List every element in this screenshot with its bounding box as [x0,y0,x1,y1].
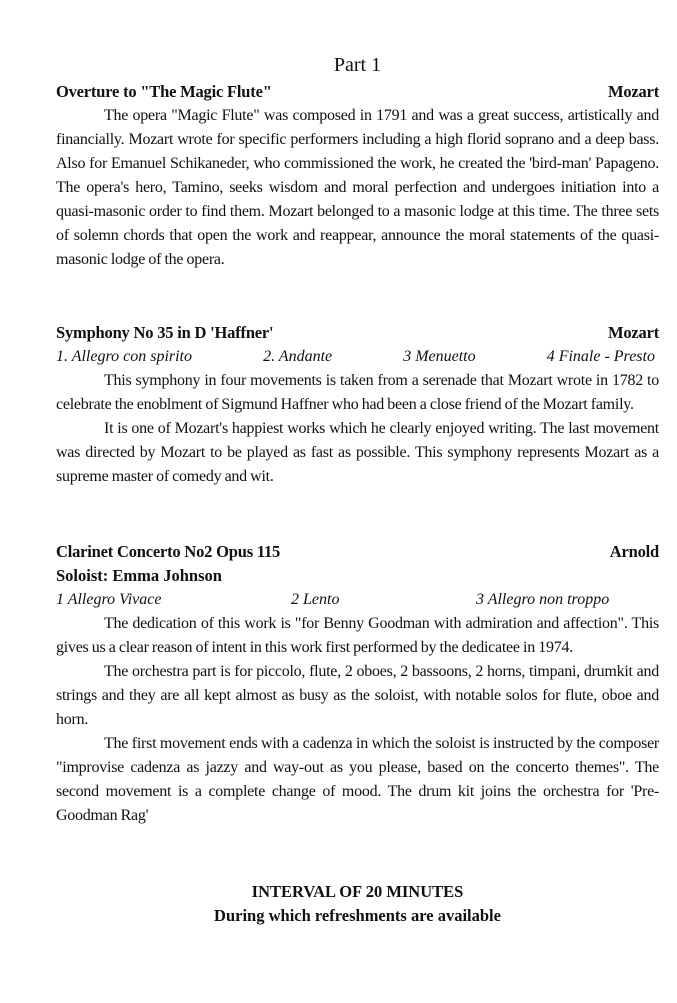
piece-haffner-symphony [56,321,659,489]
soloist-credit: Soloist: Emma Johnson [56,566,222,585]
piece-title: Symphony No 35 in D 'Haffner' [56,323,274,342]
movement-item: 1. Allegro con spirito [56,348,192,365]
piece-composer: Mozart [607,82,659,101]
part-title: Part 1 [333,54,382,76]
piece-clarinet-concerto [56,540,659,828]
interval-subtitle: During which refreshments are available [214,906,501,925]
programme-page [56,0,659,1003]
piece-title: Overture to "The Magic Flute" [56,82,272,101]
piece-description: The first movement ends with a cadenza in which the soloist is instructed by the composer "improvise cadenza as jazzy and way-out as you please, based on the concerto themes". The second movement is a complete change of mood. The drum kit joins the orchestra for 'Pre-Goodman Rag' [56,735,659,824]
piece-composer: Arnold [609,542,659,561]
piece-description: It is one of Mozart's happiest works which he clearly enjoyed writing. The last movement was directed by Mozart to be played as fast as possible. This symphony represents Mozart as a supreme master of comedy and wit. [56,420,659,485]
movement-item: 3 Menuetto [403,348,476,365]
piece-description: This symphony in four movements is taken from a serenade that Mozart wrote in 1782 to celebrate the enoblment of Sigmund Haffner who had been a close friend of the Mozart family. [56,372,659,413]
piece-heading [56,540,659,564]
movement-item: 4 Finale - Presto [546,348,655,365]
piece-heading [56,80,659,104]
movement-list [56,345,659,369]
piece-description: The opera "Magic Flute" was composed in 1791 and was a great success, artistically and financially. Mozart wrote for specific performers including a high florid soprano and a deep bass. Also for Emanuel Schikaneder, who commissioned the work, he created the 'bird-man' Papageno. The opera's hero, Tamino, seeks wisdom and moral perfection and undergoes initiation into a quasi-masonic order to find them. Mozart belonged to a masonic lodge at this time. The three sets of solemn chords that open the work and reappear, announce the moral statements of the quasi-masonic lodge of the opera. [56,107,659,268]
piece-heading [56,321,659,345]
piece-magic-flute [56,80,659,272]
movement-list [56,588,659,612]
piece-description: The dedication of this work is "for Benny Goodman with admiration and affection". This gives us a clear reason of intent in this work first performed by the dedicatee in 1974. [56,615,659,656]
piece-composer: Mozart [607,323,659,342]
movement-item: 2 Lento [291,591,340,608]
interval-title: INTERVAL OF 20 MINUTES [251,882,464,901]
piece-description: The orchestra part is for piccolo, flute, 2 oboes, 2 bassoons, 2 horns, timpani, drumkit and strings and they are all kept almost as busy as the soloist, with notable solos for flute, oboe and horn. [56,663,659,728]
interval-notice [56,880,659,928]
movement-item: 1 Allegro Vivace [56,591,162,608]
movement-item: 3 Allegro non troppo [476,591,610,608]
movement-item: 2. Andante [263,348,333,365]
piece-title: Clarinet Concerto No2 Opus 115 [56,542,281,561]
